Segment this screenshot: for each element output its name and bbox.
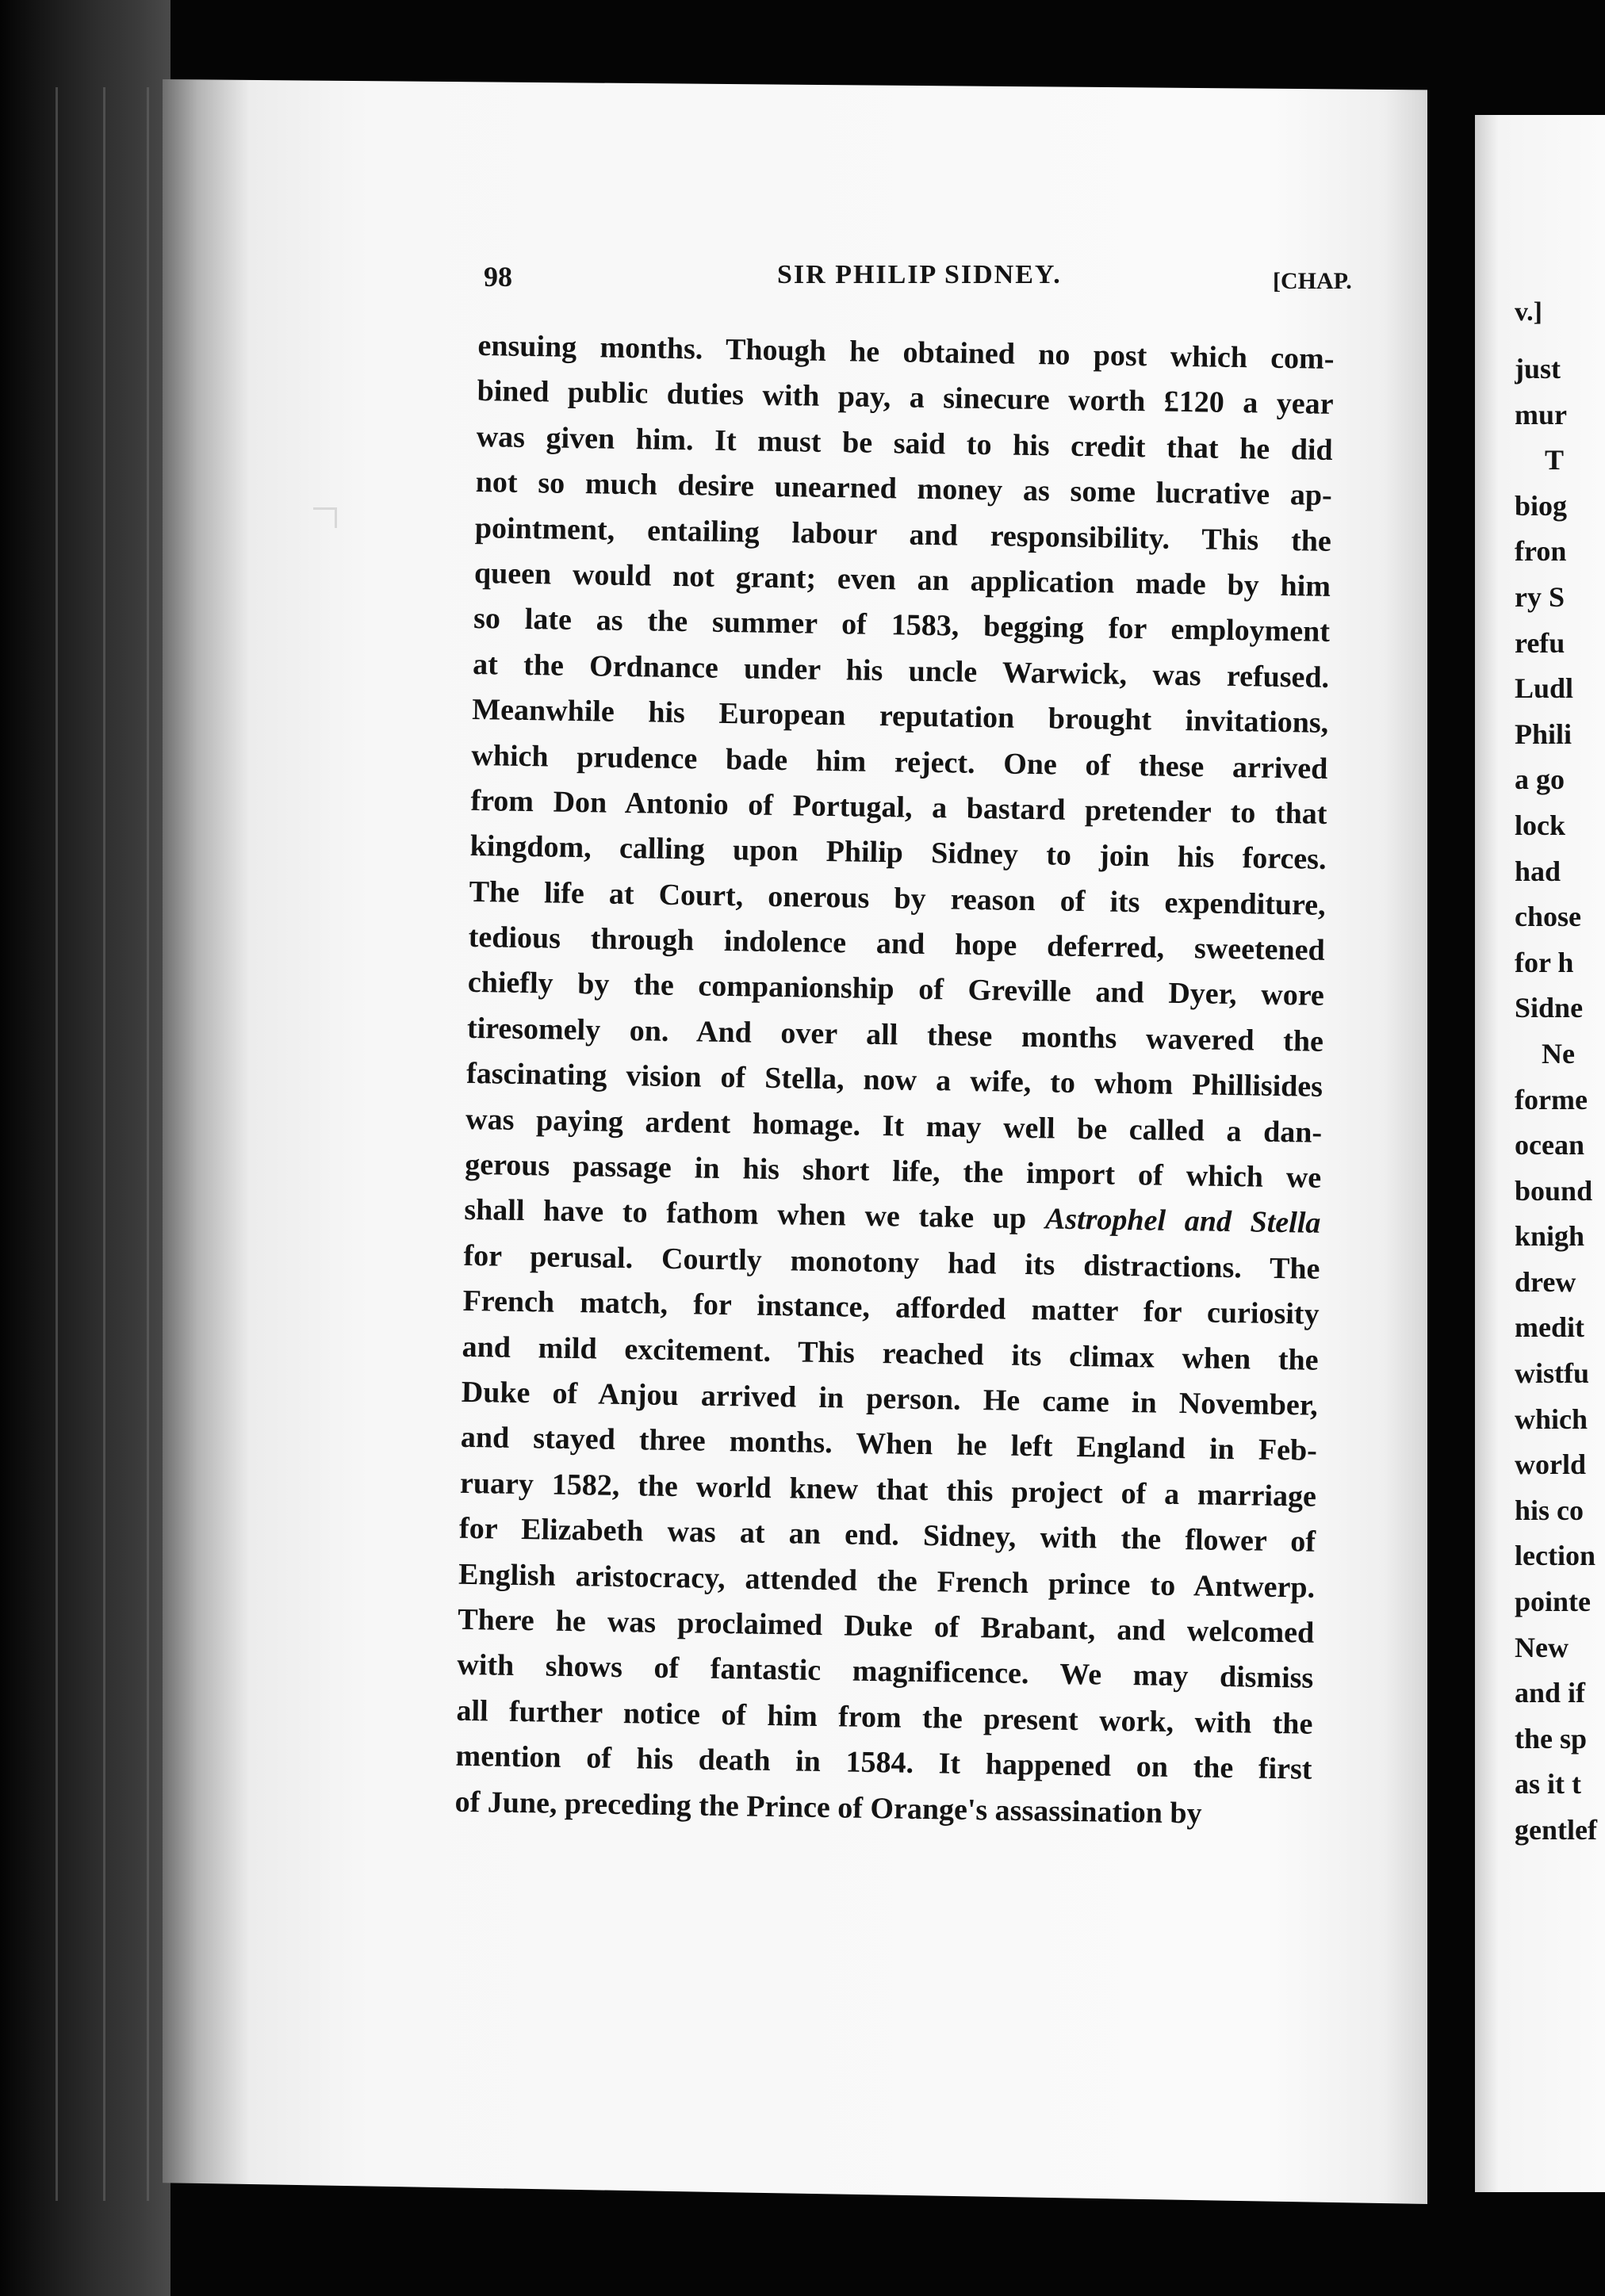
facing-text-line: gentlef: [1515, 1814, 1597, 1846]
facing-text-line: as it t: [1515, 1768, 1581, 1800]
text-line: not so much desire unearned money as some lucrative ap-: [475, 465, 1333, 513]
facing-text-line: Sidne: [1515, 992, 1584, 1024]
text-line: which prudence bade him reject. One of these arrived: [471, 738, 1328, 786]
facing-text-line: his co: [1515, 1494, 1584, 1526]
facing-text-line: lection: [1515, 1540, 1595, 1572]
text-line: kingdom, calling upon Philip Sidney to join his forces.: [469, 829, 1327, 877]
text-line: tedious through indolence and hope deferred, sweetened: [468, 920, 1326, 967]
text-line: and stayed three months. When he left England in Feb-: [460, 1421, 1318, 1468]
text-line: for Elizabeth was at an end. Sidney, with the flower of: [458, 1511, 1316, 1559]
facing-text-line: world: [1515, 1448, 1586, 1481]
facing-text-line: drew: [1515, 1265, 1576, 1298]
text-line: all further notice of him from the present work, with the: [456, 1693, 1313, 1741]
text-line: The life at Court, onerous by reason of its expenditure,: [469, 874, 1326, 922]
facing-text-line: Phili: [1515, 718, 1572, 750]
facing-text-line: medit: [1515, 1311, 1584, 1344]
text-line: gerous passage in his short life, the import of which we: [465, 1147, 1322, 1195]
facing-text-line: biog: [1515, 489, 1568, 522]
facing-text-line: pointe: [1515, 1586, 1592, 1618]
body-text: [454, 323, 1335, 1839]
text-line: bined public duties with pay, a sinecure worth £120 a year: [477, 374, 1334, 422]
page-header: [484, 260, 1356, 308]
facing-text-line: fron: [1515, 535, 1567, 568]
text-line: ensuing months. Though he obtained no post which com-: [477, 328, 1335, 376]
facing-text-line: ocean: [1515, 1129, 1584, 1161]
spine-edge: [103, 87, 105, 2201]
facing-chapter-label: v.]: [1515, 297, 1542, 327]
page-number: 98: [484, 261, 512, 293]
facing-text-line: lock: [1515, 809, 1566, 841]
facing-text-line: forme: [1515, 1083, 1588, 1115]
facing-text-line: knigh: [1515, 1220, 1585, 1253]
facing-text-line: just: [1515, 353, 1561, 385]
text-line: was given him. It must be said to his credit that he did: [476, 419, 1333, 467]
text-line: mention of his death in 1584. It happened on the first: [455, 1739, 1312, 1786]
facing-text-line: wistfu: [1515, 1357, 1590, 1390]
text-line: fascinating vision of Stella, now a wife, to whom Phillisides: [465, 1057, 1323, 1104]
facing-text-line: for h: [1515, 946, 1574, 978]
facing-text-line: Ne: [1542, 1037, 1575, 1070]
facing-text-line: which: [1515, 1402, 1588, 1435]
spine-edge: [56, 87, 58, 2201]
text-line: French match, for instance, afforded matter for curiosity: [462, 1284, 1320, 1332]
line-text: shall have to fathom when we take up: [464, 1193, 1027, 1236]
spine-edge: [147, 87, 149, 2201]
facing-text-line: New: [1515, 1631, 1569, 1663]
facing-text-line: bound: [1515, 1174, 1593, 1207]
facing-text-line: Ludl: [1515, 672, 1574, 705]
book-spine: [0, 0, 170, 2296]
facing-text-line: a go: [1515, 763, 1565, 796]
facing-text-line: T: [1545, 444, 1565, 476]
text-line: pointment, entailing labour and responsibility. This the: [474, 511, 1332, 558]
text-line: queen would not grant; even an application made by him: [473, 556, 1331, 603]
facing-text-line: the sp: [1515, 1722, 1588, 1755]
text-line: from Don Antonio of Portugal, a bastard pretender to that: [470, 783, 1327, 831]
text-line: so late as the summer of 1583, begging for employment: [473, 602, 1331, 649]
text-line: tiresomely on. And over all these months wavered the: [466, 1011, 1324, 1058]
running-title: SIR PHILIP SIDNEY.: [777, 260, 1062, 289]
facing-text-line: refu: [1515, 626, 1565, 659]
facing-text-line: and if: [1515, 1677, 1586, 1709]
facing-text-line: had: [1515, 855, 1561, 887]
text-line: chiefly by the companionship of Greville and Dyer, wore: [467, 966, 1325, 1013]
text-line: with shows of fantastic magnificence. We may dismiss: [457, 1648, 1314, 1696]
text-line: ruary 1582, the world knew that this project of a marriage: [459, 1466, 1317, 1513]
text-line: Duke of Anjou arrived in person. He came in November,: [461, 1375, 1319, 1422]
text-line: was paying ardent homage. It may well be called a dan-: [465, 1102, 1323, 1150]
text-line: of June, preceding the Prince of Orange's assassination by: [454, 1785, 1202, 1831]
facing-text-line: chose: [1515, 901, 1581, 933]
facing-page-text: [1515, 297, 1605, 1854]
chapter-label: [CHAP.: [1273, 268, 1352, 294]
text-line: at the Ordnance under his uncle Warwick, was refused.: [472, 647, 1330, 695]
facing-text-line: mur: [1515, 398, 1567, 430]
text-line: Meanwhile his European reputation brought invitations,: [472, 693, 1329, 740]
text-line: English aristocracy, attended the French prince to Antwerp.: [458, 1557, 1316, 1605]
text-line: and mild excitement. This reached its climax when the: [462, 1330, 1319, 1377]
text-line: for perusal. Courtly monotony had its distractions. The: [463, 1238, 1320, 1286]
text-line: There he was proclaimed Duke of Brabant, and welcomed: [457, 1602, 1315, 1650]
facing-text-line: ry S: [1515, 580, 1565, 613]
margin-pencil-mark: [313, 507, 337, 510]
italic-book-title: Astrophel and Stella: [1044, 1202, 1321, 1241]
